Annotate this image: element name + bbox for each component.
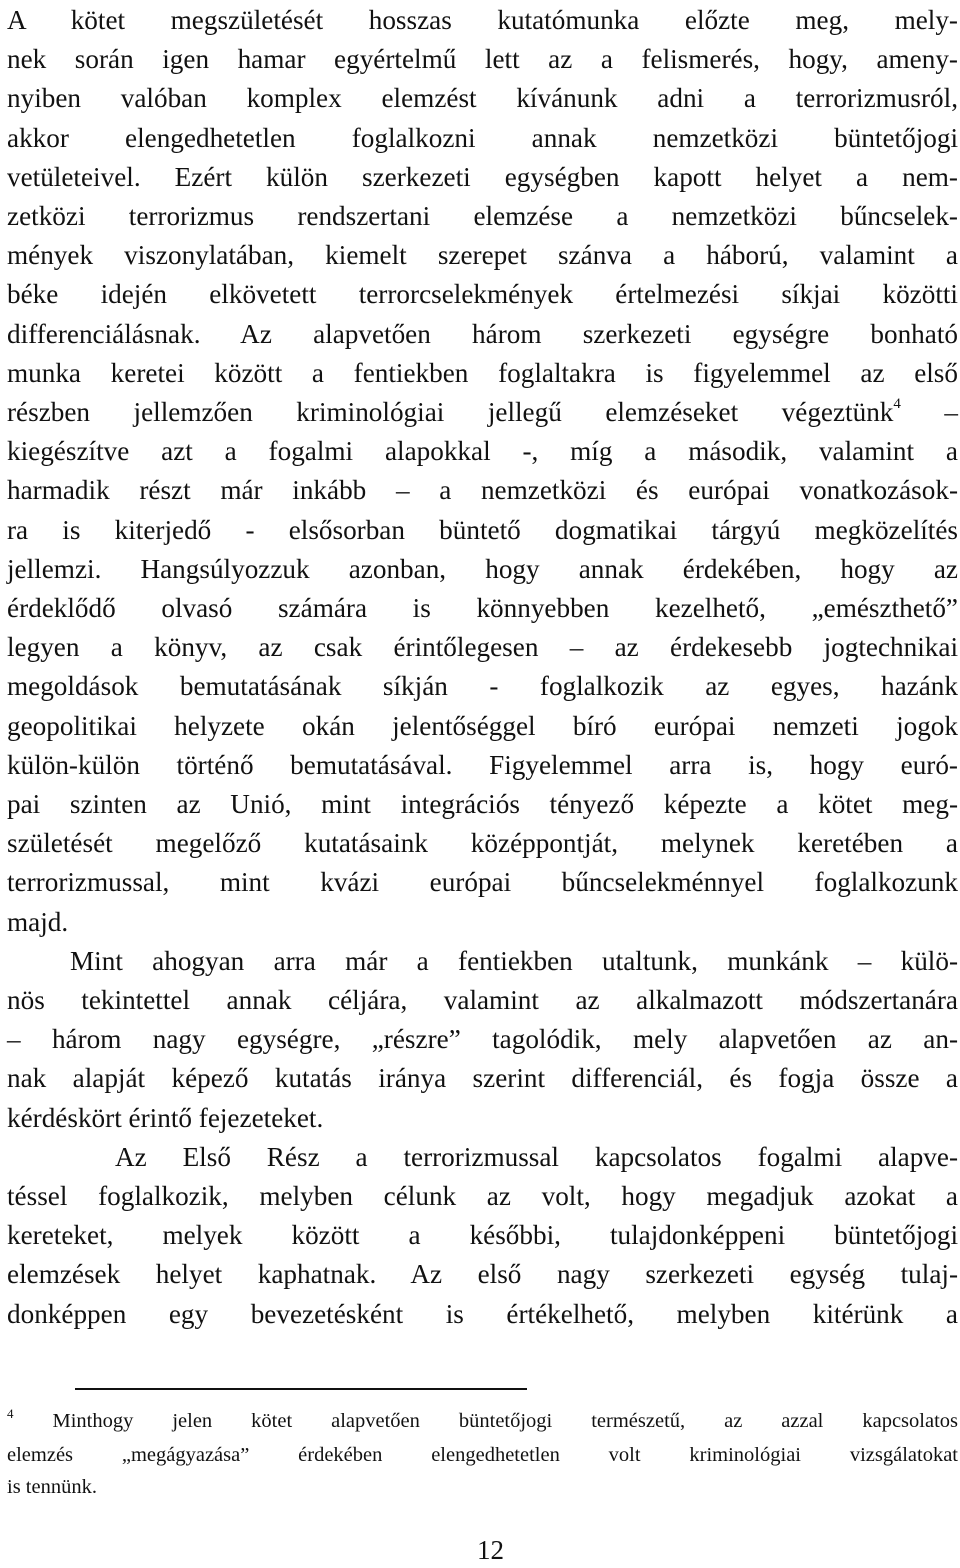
footnote-line: elemzés „megágyazása” érdekében elengedhetetlen volt kriminológiai vizsgálatokat [7, 1444, 958, 1466]
footnote-text: Minthogy jelen kötet alapvetően büntetőjogi természetű, az azzal kapcsolatos [52, 1410, 958, 1432]
text-line: akkor elengedhetetlen foglalkozni annak nemzetközi büntetőjogi [7, 122, 958, 153]
text-line: mények viszonylatában, kiemelt szerepet szánva a háború, valamint a [7, 240, 958, 271]
text-line: zetközi terrorizmus rendszertani elemzése a nemzetközi bűncselek- [7, 201, 958, 231]
page-number: 12 [477, 1535, 504, 1565]
text-line: majd. [7, 906, 69, 937]
text-line: legyen a könyv, az csak érintőlegesen – az érdekesebb jogtechnikai [7, 632, 958, 663]
text-line: jellemzi. Hangsúlyozzuk azonban, hogy annak érdekében, hogy az [7, 553, 958, 584]
footnote-reference[interactable]: 4 [893, 396, 901, 412]
text-line: ra is kiterjedő - elsősorban büntető dogmatikai tárgyú megközelítés [7, 514, 958, 545]
text-line: téssel foglalkozik, melyben célunk az volt, hogy megadjuk azokat a [7, 1181, 958, 1211]
text-line: differenciálásnak. Az alapvetően három szerkezeti egységre bonható [7, 318, 958, 349]
text-line: kiegészítve azt a fogalmi alapokkal -, míg a második, valamint a [7, 436, 958, 467]
text-line: pai szinten az Unió, mint integrációs tényező képezte a kötet meg- [7, 789, 958, 819]
text-line-content: részben jellemzően kriminológiai jellegű elemzéseket végeztünk [7, 397, 894, 427]
text-line: Mint ahogyan arra már a fentiekben utaltunk, munkánk – külö- [70, 945, 958, 976]
text-line: harmadik részt már inkább – a nemzetközi és európai vonatkozások- [7, 475, 958, 506]
text-line: nyiben valóban komplex elemzést kívánunk adni a terrorizmusról, [7, 83, 958, 114]
text-line: megoldások bemutatásának síkján - foglalkozik az egyes, hazánk [7, 671, 958, 702]
text-line: vetületeivel. Ezért külön szerkezeti egységben kapott helyet a nem- [7, 161, 958, 192]
text-line: – három nagy egységre, „részre” tagolódik, mely alapvetően az an- [7, 1024, 958, 1055]
text-line: nak alapját képező kutatás iránya szerint differenciál, és fogja össze a [7, 1063, 958, 1094]
text-line: Az Első Rész a terrorizmussal kapcsolatos fogalmi alapve- [115, 1141, 958, 1172]
text-line: érdeklődő olvasó számára is könnyebben kezelhető, „emészthető” [7, 593, 958, 623]
text-line: terrorizmussal, mint kvázi európai bűncselekménnyel foglalkozunk [7, 867, 958, 898]
text-line: kereteket, melyek között a későbbi, tulajdonképpeni büntetőjogi [7, 1220, 958, 1251]
text-line: kérdéskört érintő fejezeteket. [7, 1102, 324, 1133]
text-line: elemzések helyet kaphatnak. Az első nagy szerkezeti egység tulaj- [7, 1259, 958, 1290]
footnote-number: 4 [7, 1406, 14, 1421]
text-line: béke idején elkövetett terrorcselekmények értelmezési síkjai közötti [7, 279, 958, 310]
text-line: nös tekintettel annak céljára, valamint az alkalmazott módszertanára [7, 985, 958, 1015]
text-line [7, 393, 958, 432]
dash: – [944, 397, 958, 427]
footnote-separator [75, 1388, 527, 1390]
text-line: külön-külön történő bemutatásával. Figyelemmel arra is, hogy euró- [7, 749, 958, 780]
text-line: A kötet megszületését hosszas kutatómunka előzte meg, mely- [7, 5, 958, 35]
text-line: geopolitikai helyzete okán jelentőséggel bíró európai nemzeti jogok [7, 710, 958, 741]
text-line: donképpen egy bevezetésként is értékelhető, melyben kitérünk a [7, 1298, 958, 1329]
text-line: munka keretei között a fentiekben foglaltakra is figyelemmel az első [7, 357, 958, 388]
text-line: nek során igen hamar egyértelmű lett az a felismerés, hogy, ameny- [7, 44, 958, 75]
text-line: születését megelőző kutatásaink középpontját, melynek keretében a [7, 828, 958, 859]
footnote-line [7, 1405, 958, 1437]
footnote-line: is tennünk. [7, 1476, 97, 1498]
